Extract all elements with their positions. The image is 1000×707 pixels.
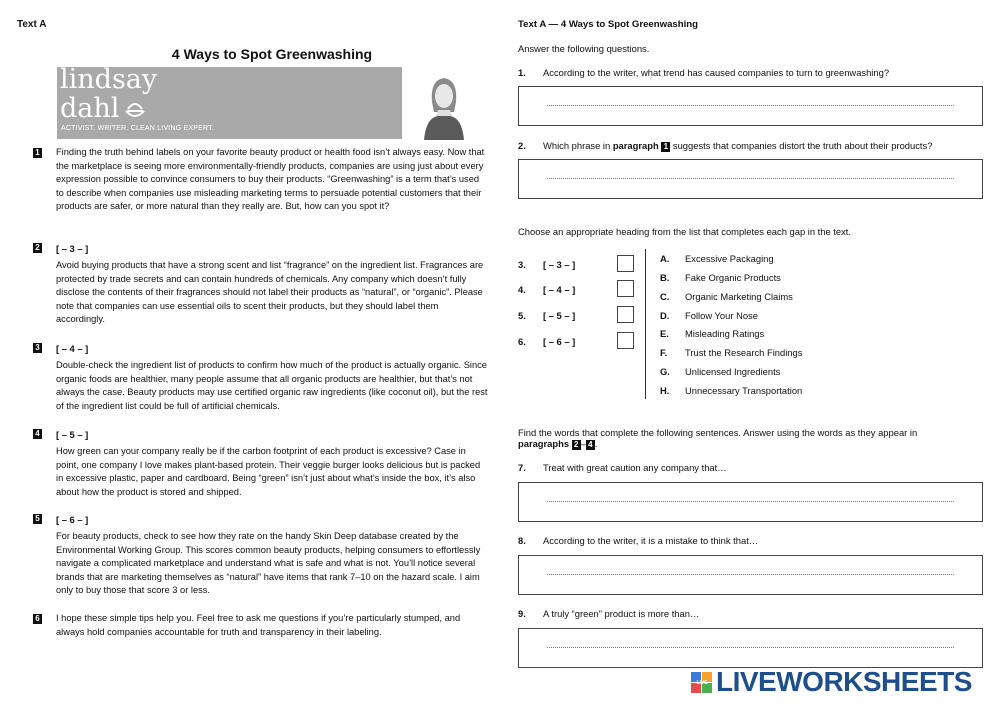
gap-6-number: 6. [518,336,526,347]
paragraph-5: For beauty products, check to see how they rate on the handy Skin Deep database created by the Environmental Working Group. This scores common beauty products, helping consumers to effortlessly navigate a complicated marketplace and understand what is safe and what is not. You’ll notice several brands that are marketing themselves as “natural” have items that rank 7–10 on the hazard scale. I aim only to buy those that score 3 or less. [56,531,481,596]
answer-box-1[interactable] [518,86,983,126]
heading-h-letter: H. [660,385,670,396]
liveworksheets-logo-icon [691,672,713,694]
heading-e-text: Misleading Ratings [685,328,765,339]
logo-name-line2: dahl [60,93,120,124]
logo-tagline: ACTIVIST. WRITER. CLEAN LIVING EXPERT. [61,125,214,132]
gap-label-4: [ – 4 – ] [56,343,89,354]
paragraph-number-6: 6 [33,614,42,624]
instruction-3-dash: – [580,438,586,449]
heading-g-text: Unlicensed Ingredients [685,366,781,377]
question-2-text-before: Which phrase in [543,140,613,151]
instruction-3-bold: paragraphs [518,438,570,449]
paragraph-2: Avoid buying products that have a strong scent and list “fragrance” on the ingredient list. Fragrances are protected by trade secrets and can contain hundreds of chemicals. Any company which doesn’t fully disclose the contents of their fragrances should not label their products as “natural”, or “organic”. Please note that companies can use essential oils to scent their products, but they should label them accordingly. [56,260,484,325]
heading-f-letter: F. [660,347,668,358]
heading-a-text: Excessive Packaging [685,253,774,264]
gap-label-5: [ – 5 – ] [56,429,89,440]
gap-label-6: [ – 6 – ] [56,514,89,525]
liveworksheets-watermark: LIVEWORKSHEETS [716,666,972,697]
heading-a-letter: A. [660,253,670,264]
question-2-paragraph-box: 1 [661,142,670,152]
heading-d-text: Follow Your Nose [685,310,758,321]
question-9-number: 9. [518,608,526,619]
heading-h-text: Unnecessary Transportation [685,385,803,396]
instruction-3-end: . [594,438,598,449]
paragraph-number-3: 3 [33,343,42,353]
answer-box-2[interactable] [518,159,983,199]
paragraph-1: Finding the truth behind labels on your favorite beauty product or health food isn’t always easy. Now that the marketplace is seeing more environmentally-friendly products, companies are using just about every expression possible to convince consumers to buy their products. “Greenwashing” is a term that’s used to describe when companies use misleading marketing terms to persuade potential customers that their products are safer, or more natural than they really are. But, how can you spot it? [56,147,485,212]
gap-label-3: [ – 3 – ] [56,243,89,254]
heading-d-letter: D. [660,310,670,321]
heading-c-text: Organic Marketing Claims [685,291,793,302]
author-banner [57,64,402,139]
question-2-bold: paragraph [612,140,659,151]
answer-box-7[interactable] [518,482,983,522]
author-portrait [416,72,472,140]
question-8-text: According to the writer, it is a mistake to think that… [543,535,759,546]
liveworksheets-logo-letters: LIVE [696,680,708,686]
paragraph-4: How green can your company really be if the carbon footprint of each product is excessive? Case in point, one company I love makes plant-based protein. Their veggie burger looks delicious but is packed in excessive plastic, paper and cardboard. Being “green” isn’t just about what’s inside the box, it’s also about how the product is stored and shipped. [56,446,481,497]
heading-b-letter: B. [660,272,670,283]
heading-c-letter: C. [660,291,670,302]
question-8-number: 8. [518,535,526,546]
instruction-3-box-4: 4 [586,440,595,450]
gap-4-label: [ – 4 – ] [543,284,576,295]
instruction-2: Choose an appropriate heading from the list that completes each gap in the text. [518,226,852,237]
heading-g-letter: G. [660,366,670,377]
instruction-3 [518,427,958,450]
questions-header: Text A — 4 Ways to Spot Greenwashing [518,19,698,30]
answer-box-9[interactable] [518,628,983,668]
gap-4-answer-box[interactable] [617,280,634,297]
article-title: 4 Ways to Spot Greenwashing [171,46,373,62]
logo-name-line1: lindsay [60,64,158,95]
gap-5-label: [ – 5 – ] [543,310,576,321]
question-2-number: 2. [518,140,526,151]
heading-b-text: Fake Organic Products [685,272,781,283]
gap-6-answer-box[interactable] [617,332,634,349]
paragraph-number-2: 2 [33,243,42,253]
instruction-1: Answer the following questions. [518,43,650,54]
gap-3-answer-box[interactable] [617,255,634,272]
gap-4-number: 4. [518,284,526,295]
gap-3-number: 3. [518,259,526,270]
instruction-3-box-2: 2 [572,440,581,450]
leaf-bowl-icon [123,99,147,121]
question-1-text: According to the writer, what trend has caused companies to turn to greenwashing? [543,67,890,78]
answer-box-8[interactable] [518,555,983,595]
question-1-number: 1. [518,67,526,78]
heading-f-text: Trust the Research Findings [685,347,803,358]
question-7-text: Treat with great caution any company that… [543,462,727,473]
headings-divider [645,249,646,399]
gap-5-number: 5. [518,310,526,321]
paragraph-3: Double-check the ingredient list of products to confirm how much of the product is actually organic. Since organic foods are healthier, many people assume that all organic products are healthier, but that’s not always the case. Beauty products may use certified organic raw ingredients (like coconut oil), but the rest of the ingredient list could be full of artificial chemicals. [56,360,488,411]
question-9-text: A truly “green” product is more than… [543,608,700,619]
heading-e-letter: E. [660,328,669,339]
question-7-number: 7. [518,462,526,473]
gap-6-label: [ – 6 – ] [543,336,576,347]
paragraph-6: I hope these simple tips help you. Feel free to ask me questions if you’re particularly stumped, and always hold companies accountable for truth and transparency in their labeling. [56,613,461,637]
question-2-text-after: suggests that companies distort the truth about their products? [670,140,933,151]
question-2-text [543,140,932,152]
text-label: Text A [17,19,47,30]
gap-5-answer-box[interactable] [617,306,634,323]
paragraph-number-5: 5 [33,514,42,524]
paragraph-number-4: 4 [33,429,42,439]
instruction-3-line1: Find the words that complete the following sentences. Answer using the words as they appear in [518,427,918,438]
paragraph-number-1: 1 [33,148,42,158]
gap-3-label: [ – 3 – ] [543,259,576,270]
